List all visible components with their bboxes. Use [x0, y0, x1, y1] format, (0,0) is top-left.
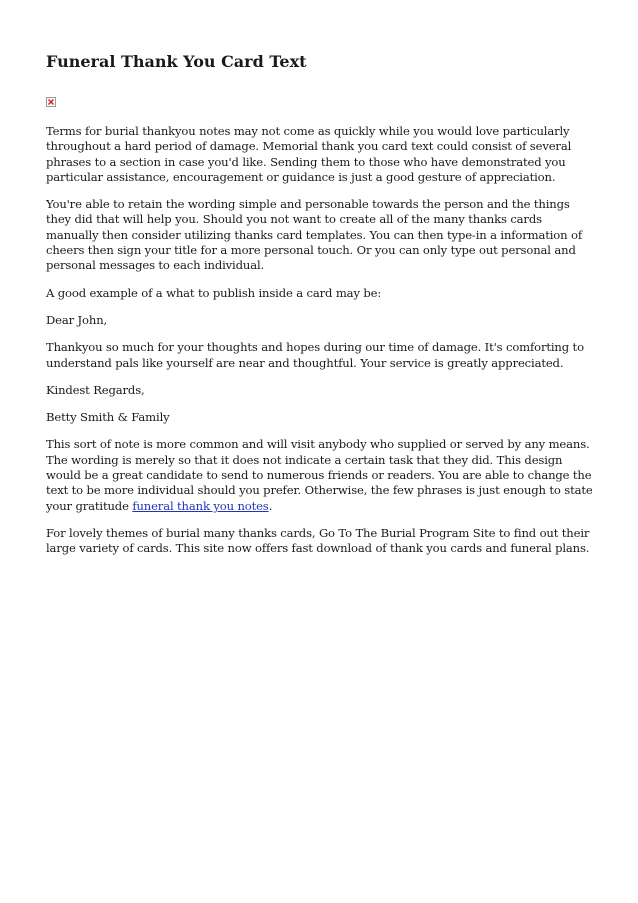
- paragraph-salutation: Dear John,: [46, 312, 108, 327]
- funeral-thank-you-notes-link[interactable]: funeral thank you notes: [132, 498, 269, 513]
- page-title: Funeral Thank You Card Text: [46, 52, 307, 71]
- paragraph-note-type-end: .: [268, 498, 273, 513]
- paragraph-closing: For lovely themes of burial many thanks cards, Go To The Burial Program Site to find out their large variety of cards. This site now offers fast download of thank you cards and funeral plans.: [46, 525, 590, 556]
- paragraph-example-lead: A good example of a what to publish inside a card may be:: [46, 285, 382, 300]
- paragraph-note-type-text: This sort of note is more common and will visit anybody who supplied or served by any means. The wording is merely so that it does not indicate a certain task that they did. This design would be a great candidate to send to numerous friends or readers. You are able to change the text to be more individual should you prefer. Otherwise, the few phrases is just enough to state your gratitude: [46, 437, 593, 513]
- paragraph-note-type: [46, 437, 594, 513]
- paragraph-intro: Terms for burial thankyou notes may not come as quickly while you would love particularly throughout a hard period of damage. Memorial thank you card text could consist of several phrases to a section in case you'd like. Sending them to those who have demonstrated you particular assistance, encouragement or guidance is just a good gesture of appreciation.: [46, 124, 572, 184]
- paragraph-signature: Betty Smith & Family: [46, 410, 170, 425]
- paragraph-wording: You're able to retain the wording simple and personable towards the person and the things they did that will help you. Should you not want to create all of the many thanks cards manually then consider utilizing thanks card templates. You can then type-in a information of cheers then sign your title for a more personal touch. Or you can only type out personal and personal messages to each individual.: [46, 197, 582, 273]
- paragraph-sample-message: Thankyou so much for your thoughts and hopes during our time of damage. It's comforting to understand pals like yourself are near and thoughtful. Your service is greatly appreciated.: [46, 340, 584, 370]
- paragraph-closing-regards: Kindest Regards,: [46, 382, 145, 397]
- document-page: [46, 52, 594, 569]
- broken-image-icon: [46, 97, 56, 107]
